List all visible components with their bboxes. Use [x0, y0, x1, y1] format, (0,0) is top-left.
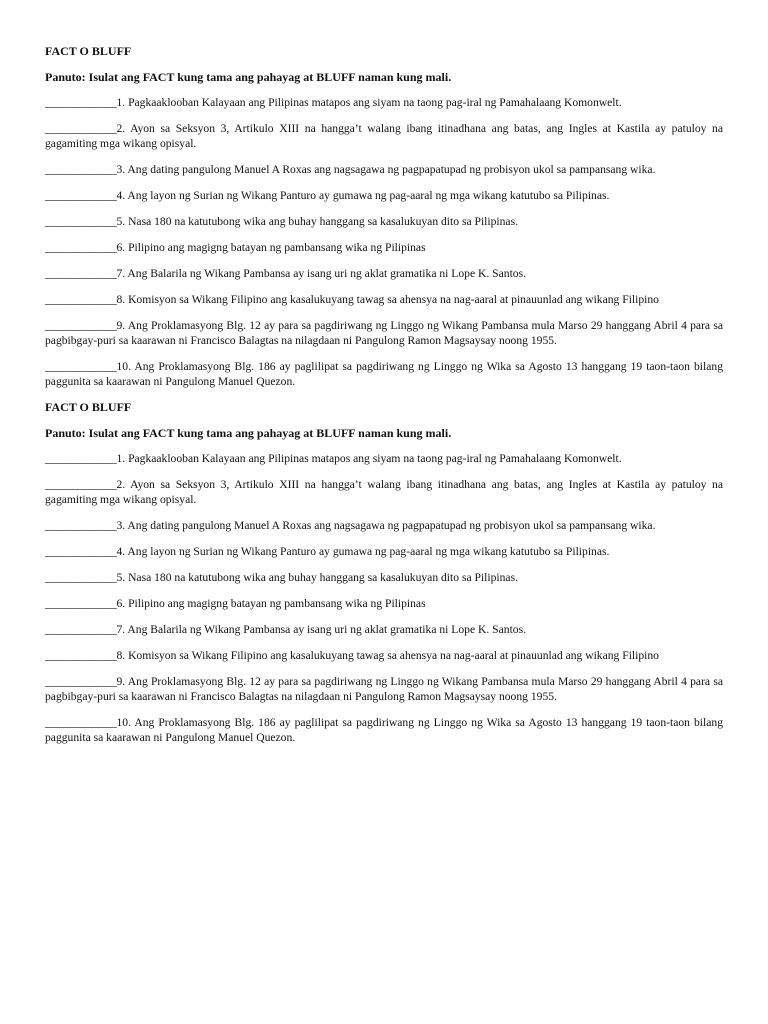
answer-blank: _____________ [45, 519, 117, 532]
question-text: 3. Ang dating pangulong Manuel A Roxas ang nagsagawa ng pagpapatupad ng probisyon ukol sa pampansang wika. [116, 519, 656, 532]
answer-blank: _____________ [45, 293, 117, 306]
question-text: 7. Ang Balarila ng Wikang Pambansa ay isang uri ng aklat gramatika ni Lope K. Santos. [116, 267, 526, 280]
question-text: 1. Pagkaaklooban Kalayaan ang Pilipinas matapos ang siyam na taong pag-iral ng Pamahalaang Komonwelt. [116, 452, 622, 465]
question-text: 7. Ang Balarila ng Wikang Pambansa ay isang uri ng aklat gramatika ni Lope K. Santos. [116, 623, 526, 636]
document-page [45, 44, 723, 756]
answer-blank: _____________ [45, 452, 117, 465]
question-text: 4. Ang layon ng Surian ng Wikang Panturo ay gumawa ng pag-aaral ng mga wikang katutubo sa Pilipinas. [116, 545, 610, 558]
quiz-item [45, 622, 723, 637]
question-text: 6. Pilipino ang magigng batayan ng pambansang wika ng Pilipinas [116, 597, 426, 610]
quiz-item [45, 162, 723, 177]
section-title: FACT O BLUFF [45, 400, 132, 414]
answer-blank: _____________ [45, 478, 117, 491]
answer-blank: _____________ [45, 545, 117, 558]
question-text: 6. Pilipino ang magigng batayan ng pambansang wika ng Pilipinas [116, 241, 426, 254]
quiz-item [45, 477, 723, 507]
quiz-item [45, 648, 723, 663]
answer-blank: _____________ [45, 675, 117, 688]
quiz-section [45, 44, 723, 389]
answer-blank: _____________ [45, 189, 117, 202]
quiz-item [45, 292, 723, 307]
answer-blank: _____________ [45, 163, 117, 176]
question-text: 10. Ang Proklamasyong Blg. 186 ay paglilipat sa pagdiriwang ng Linggo ng Wika sa Agosto 13 hanggang 19 taon-taon bilang paggunita sa kaarawan ni Pangulong Manuel Quezon. [45, 716, 723, 744]
quiz-item [45, 240, 723, 255]
quiz-item [45, 544, 723, 559]
question-text: 5. Nasa 180 na katutubong wika ang buhay hanggang sa kasalukuyan dito sa Pilipinas. [116, 571, 518, 584]
question-text: 3. Ang dating pangulong Manuel A Roxas ang nagsagawa ng pagpapatupad ng probisyon ukol sa pampansang wika. [116, 163, 656, 176]
quiz-item [45, 570, 723, 585]
quiz-item [45, 715, 723, 745]
quiz-item [45, 318, 723, 348]
quiz-section [45, 400, 723, 745]
quiz-item [45, 674, 723, 704]
question-text: 1. Pagkaaklooban Kalayaan ang Pilipinas matapos ang siyam na taong pag-iral ng Pamahalaang Komonwelt. [116, 96, 622, 109]
quiz-item [45, 188, 723, 203]
quiz-item [45, 518, 723, 533]
question-text: 2. Ayon sa Seksyon 3, Artikulo XIII na hangga’t walang ibang itinadhana ang batas, ang Ingles at Kastila ay patuloy na gagamiting mga wikang opisyal. [45, 122, 723, 150]
question-text: 8. Komisyon sa Wikang Filipino ang kasalukuyang tawag sa ahensya na nag-aaral at pinauunlad ang wikang Filipino [116, 293, 659, 306]
question-text: 2. Ayon sa Seksyon 3, Artikulo XIII na hangga’t walang ibang itinadhana ang batas, ang Ingles at Kastila ay patuloy na gagamiting mga wikang opisyal. [45, 478, 723, 506]
section-title: FACT O BLUFF [45, 44, 132, 58]
question-text: 5. Nasa 180 na katutubong wika ang buhay hanggang sa kasalukuyan dito sa Pilipinas. [116, 215, 518, 228]
question-text: 10. Ang Proklamasyong Blg. 186 ay paglilipat sa pagdiriwang ng Linggo ng Wika sa Agosto 13 hanggang 19 taon-taon bilang paggunita sa kaarawan ni Pangulong Manuel Quezon. [45, 360, 723, 388]
quiz-item [45, 359, 723, 389]
answer-blank: _____________ [45, 267, 117, 280]
answer-blank: _____________ [45, 649, 117, 662]
answer-blank: _____________ [45, 122, 117, 135]
quiz-item [45, 451, 723, 466]
quiz-item [45, 266, 723, 281]
question-text: 4. Ang layon ng Surian ng Wikang Panturo ay gumawa ng pag-aaral ng mga wikang katutubo sa Pilipinas. [116, 189, 610, 202]
quiz-item [45, 214, 723, 229]
quiz-item [45, 596, 723, 611]
answer-blank: _____________ [45, 215, 117, 228]
question-text: 9. Ang Proklamasyong Blg. 12 ay para sa pagdiriwang ng Linggo ng Wikang Pambansa mula Marso 29 hanggang Abril 4 para sa pagbibgay-puri sa kaarawan ni Francisco Balagtas na nilagdaan ni Pangulong Ramon Magsaysay noong 1955. [45, 675, 723, 703]
section-instructions: Panuto: Isulat ang FACT kung tama ang pahayag at BLUFF naman kung mali. [45, 426, 452, 440]
answer-blank: _____________ [45, 597, 117, 610]
answer-blank: _____________ [45, 623, 117, 636]
answer-blank: _____________ [45, 360, 117, 373]
answer-blank: _____________ [45, 96, 117, 109]
question-text: 8. Komisyon sa Wikang Filipino ang kasalukuyang tawag sa ahensya na nag-aaral at pinauunlad ang wikang Filipino [116, 649, 659, 662]
answer-blank: _____________ [45, 716, 117, 729]
section-instructions: Panuto: Isulat ang FACT kung tama ang pahayag at BLUFF naman kung mali. [45, 70, 452, 84]
answer-blank: _____________ [45, 319, 117, 332]
question-text: 9. Ang Proklamasyong Blg. 12 ay para sa pagdiriwang ng Linggo ng Wikang Pambansa mula Marso 29 hanggang Abril 4 para sa pagbibgay-puri sa kaarawan ni Francisco Balagtas na nilagdaan ni Pangulong Ramon Magsaysay noong 1955. [45, 319, 723, 347]
quiz-item [45, 95, 723, 110]
answer-blank: _____________ [45, 571, 117, 584]
answer-blank: _____________ [45, 241, 117, 254]
quiz-item [45, 121, 723, 151]
